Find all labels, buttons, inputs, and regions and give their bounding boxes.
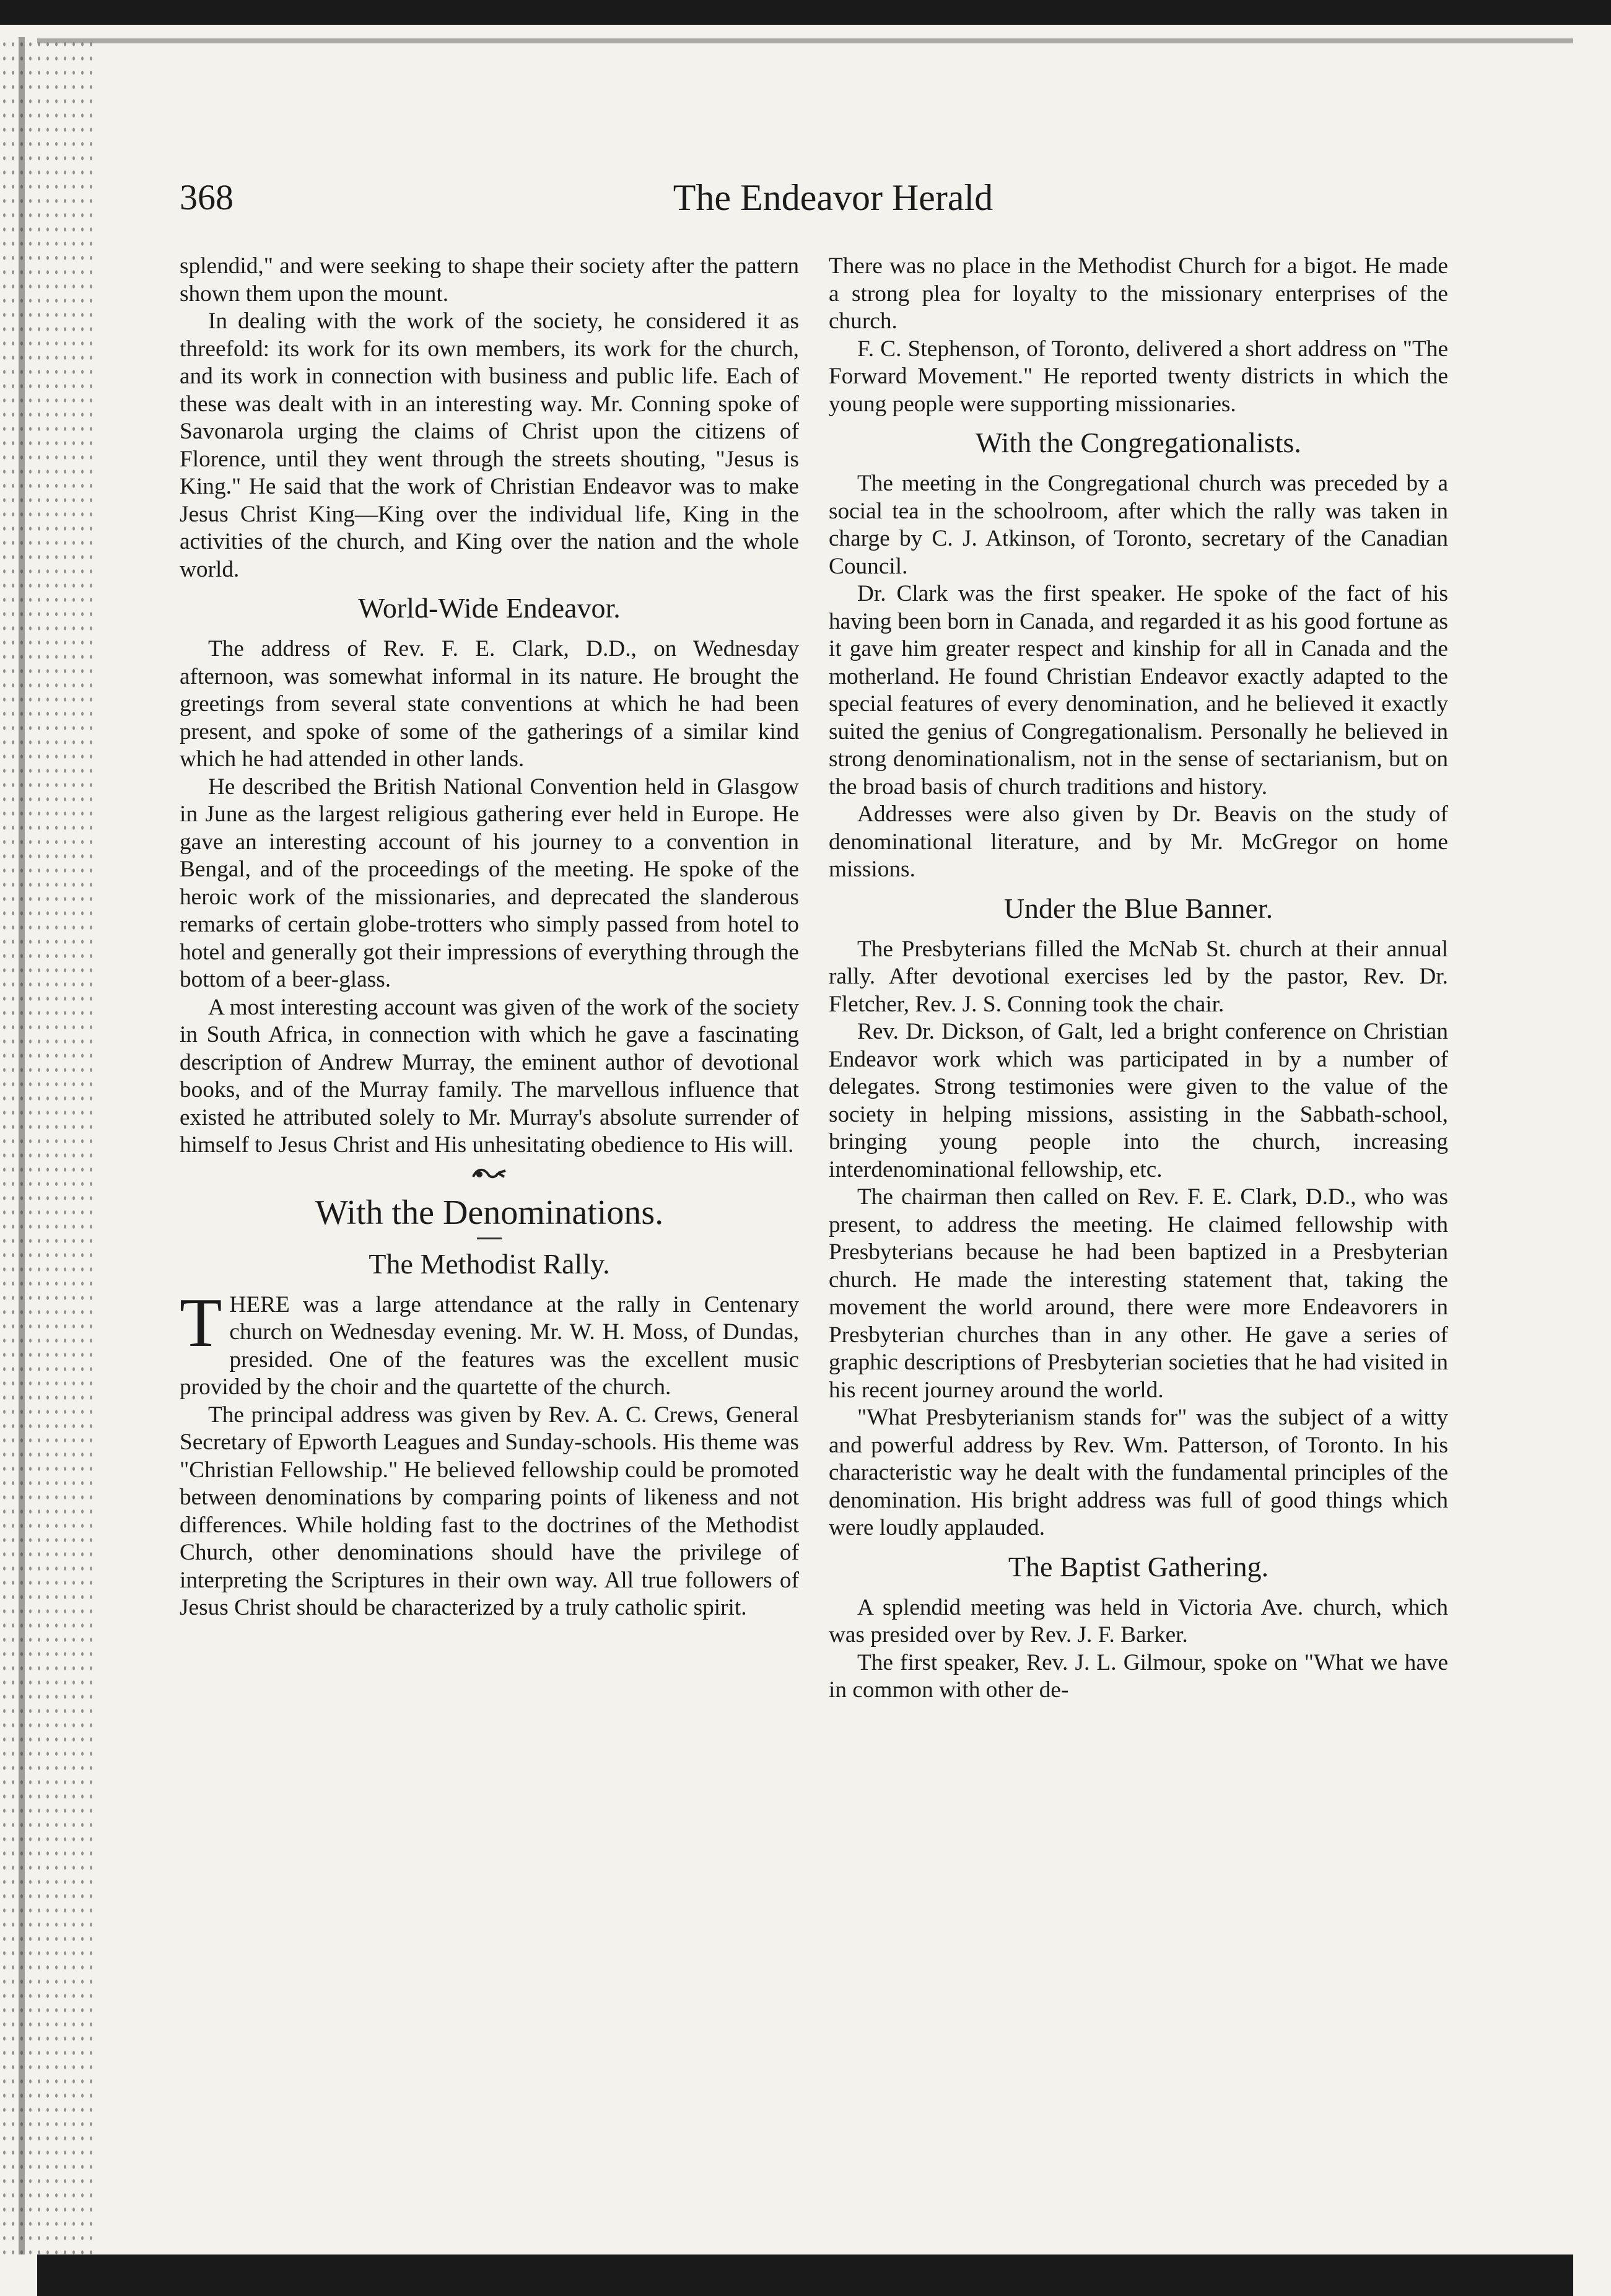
paragraph: The chairman then called on Rev. F. E. Clark, D.D., who was present, to address the meeting. He claimed fellowship with Presbyterians because he had been baptized in a Presbyterian church. He made the interesting statement that, taking the movement the world around, there were more Endeavorers in Presbyterian churches than in any other. He gave a series of graphic descriptions of Presbyterian societies that he had visited in his recent journey around the world. [829,1184,1448,1403]
paragraph [180,1284,799,1402]
paragraph: Addresses were also given by Dr. Beavis on the study of denominational literature, and by Mr. McGregor on home missions. [829,801,1448,882]
binding-edge [19,37,25,2255]
paragraph: "What Presbyterianism stands for" was the subject of a witty and powerful address by Rev. Wm. Patterson, of Toronto. In his characteristic way he dealt with the fundamental principles of the denomination. His bright address was full of good things which were loudly applauded. [829,1405,1448,1540]
bottom-border [37,2255,1573,2296]
section-heading-blue-banner: Under the Blue Banner. [1003,892,1273,924]
section-heading-world-wide: World-Wide Endeavor. [358,592,621,624]
paragraph: There was no place in the Methodist Church for a bigot. He made a strong plea for loyalty to the missionary enterprises of the church. [829,253,1448,334]
paragraph-text: HERE was a large attendance at the rally in Centenary church on Wednesday evening. Mr. W. H. Moss, of Dundas, presided. One of the features was the excellent music provided by the choir and the quartette of the church. [180,1291,799,1400]
page-header [180,177,1487,226]
paragraph: The first speaker, Rev. J. L. Gilmour, spoke on "What we have in common with other de- [829,1649,1448,1703]
paragraph: splendid," and were seeking to shape their society after the pattern shown them upon the mount. [180,253,799,307]
paragraph: He described the British National Convention held in Glasgow in June as the largest religious gathering ever held in Europe. He gave an interesting account of his journey to a convention in Bengal, and of the proceedings of the meeting. He spoke of the heroic work of the missionaries, and deprecated the slanderous remarks of certain globe-trotters who simply passed from hotel to hotel and generally got their impressions of everything through the bottom of a beer-glass. [180,774,799,992]
section-heading-denominations: With the Denominations. [315,1193,664,1232]
fleuron-ornament [180,1166,799,1182]
paragraph: The address of Rev. F. E. Clark, D.D., on Wednesday afternoon, was somewhat informal in its nature. He brought the greetings from several state conventions at which he had been present, and spoke of some of the gatherings of a similar kind which he had attended in other lands. [180,636,799,772]
right-column [829,253,1448,1705]
section-heading-methodist: The Methodist Rally. [369,1247,610,1280]
paragraph: In dealing with the work of the society, he considered it as threefold: its work for its own members, its work for the church, and its work in connection with business and public life. Each of these was dealt with in an interesting way. Mr. Conning spoke of Savonarola urging the claims of Christ upon the citizens of Florence, until they went through the streets shouting, "Jesus is King." He said that the work of Christian Endeavor was to make Jesus Christ King—King over the individual life, King in the activities of the church, and King over the nation and the whole world. [180,308,799,582]
paragraph: The principal address was given by Rev. A. C. Crews, General Secretary of Epworth Leagues and Sunday-schools. His theme was "Christian Fellowship." He believed fellowship could be promoted between denominations by comparing points of likeness and not differences. While holding fast to the doctrines of the Methodist Church, other denominations should have the privilege of interpreting the Scriptures in their own way. All true followers of Jesus Christ should be characterized by a truly catholic spirit. [180,1402,799,1620]
paragraph: A most interesting account was given of the work of the society in South Africa, in connection with which he gave a fascinating description of Andrew Murray, the eminent author of devotional books, and of the Murray family. The marvellous influence that existed he attributed solely to Mr. Murray's absolute surrender of himself to Jesus Christ and His unhesitating obedience to His will. [180,994,799,1158]
top-rule [37,38,1573,43]
page-number: 368 [180,177,234,217]
paragraph: Dr. Clark was the first speaker. He spoke of the fact of his having been born in Canada, and regarded it as his good fortune as it gave him greater respect and kinship for all in Canada and the motherland. He found Christian Endeavor exactly adapted to the special features of every denomination, and he believed it exactly suited the genius of Congregationalism. Personally he believed in strong denominationalism, not in the sense of sectarianism, but on the broad basis of church traditions and history. [829,581,1448,800]
paragraph: F. C. Stephenson, of Toronto, delivered a short address on "The Forward Movement." He reported twenty districts in which the young people were supporting missionaries. [829,336,1448,417]
drop-cap: T [180,1284,222,1361]
section-heading-baptist: The Baptist Gathering. [1008,1550,1269,1582]
heading-dash [477,1237,502,1239]
section-heading-congregationalists: With the Congregationalists. [976,427,1301,458]
paragraph: Rev. Dr. Dickson, of Galt, led a bright conference on Christian Endeavor work which was participated in by a number of delegates. Strong testimonies were given to the value of the society in helping missions, assisting in the Sabbath-school, bringing young people into the church, increasing interdenominational fellowship, etc. [829,1019,1448,1182]
binding-gutter [0,37,93,2255]
paragraph: The meeting in the Congregational church was preceded by a social tea in the schoolroom, after which the rally was taken in charge by C. J. Atkinson, of Toronto, secretary of the Canadian Council. [829,471,1448,579]
paragraph: The Presbyterians filled the McNab St. church at their annual rally. After devotional exercises led by the pastor, Rev. Dr. Fletcher, Rev. J. S. Conning took the chair. [829,936,1448,1017]
left-column [180,253,799,1622]
paragraph: A splendid meeting was held in Victoria Ave. church, which was presided over by Rev. J. F. Barker. [829,1594,1448,1648]
top-border [0,0,1611,25]
journal-title: The Endeavor Herald [673,177,993,218]
